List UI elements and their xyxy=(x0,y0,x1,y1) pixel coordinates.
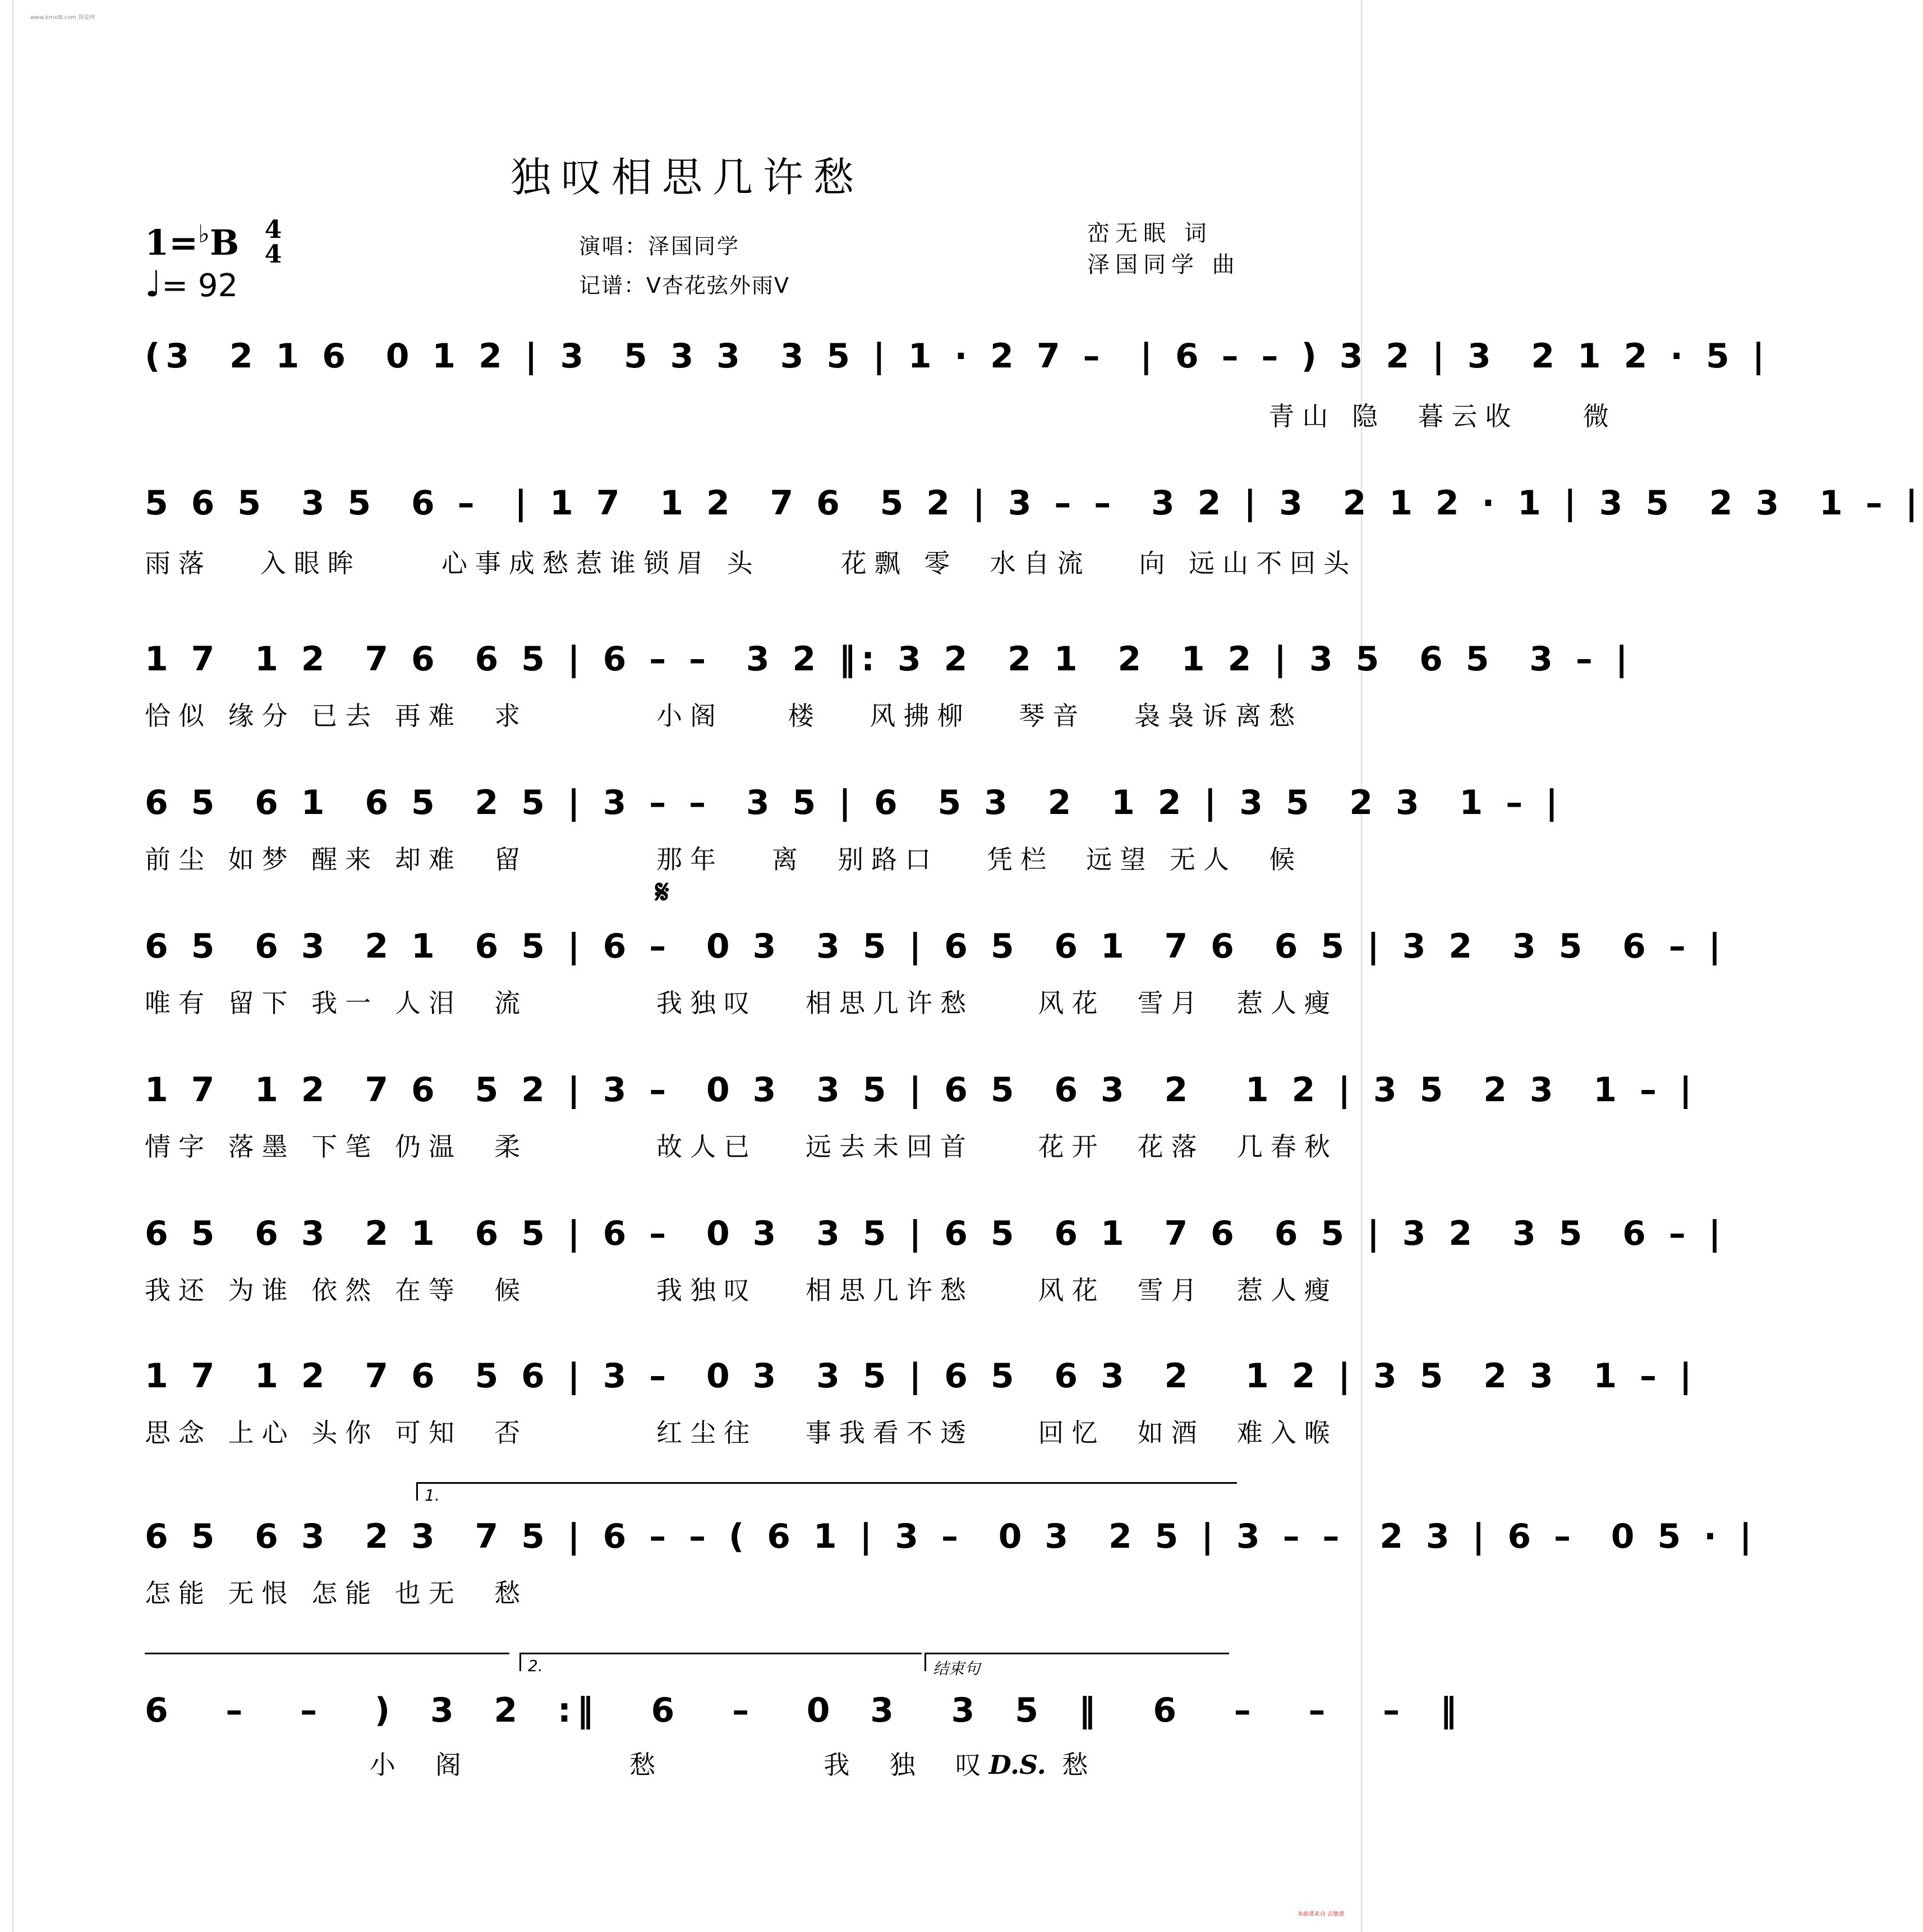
notation-line: 1 7 1 2 7 6 5 2 | 3 – 0 3 3 5 | 6 5 6 3 2 1 2 | 3 5 2 3 1 – | xyxy=(145,1070,1697,1110)
notation-line: 6 5 6 1 6 5 2 5 | 3 – – 3 5 | 6 5 3 2 1 2 | 3 5 2 3 1 – | xyxy=(145,783,1563,822)
lyrics-line: 怎能 无恨 怎能 也无 愁 xyxy=(145,1578,528,1608)
volta-bracket-continue xyxy=(145,1653,509,1671)
notation-line: 6 5 6 3 2 1 6 5 | 6 – 0 3 3 5 | 6 5 6 1 7 6 6 5 | 3 2 3 5 6 – | xyxy=(145,1214,1727,1253)
lyrics-text: 小 阁 愁 我 独 叹 xyxy=(145,1750,989,1780)
volta-1-label: 1. xyxy=(425,1486,440,1505)
transcriber-credit: 记谱：V杏花弦外雨V xyxy=(579,273,790,298)
key-signature xyxy=(145,220,239,263)
key-prefix: 1= xyxy=(145,222,199,263)
flat-icon: ♭ xyxy=(198,220,210,249)
lyrics-line: 我还 为谁 依然 在等 候 我独叹 相思几许愁 风花 雪月 惹人瘦 xyxy=(145,1275,1338,1305)
lyrics-line: 雨落 入眼眸 心事成愁惹谁锁眉 头 花飘 零 水自流 向 远山不回头 xyxy=(145,548,1358,578)
lyrics-line: 恰似 缘分 已去 再难 求 小阁 楼 风拂柳 琴音 袅袅诉离愁 xyxy=(145,701,1303,731)
coda-label: 结束句 xyxy=(933,1659,981,1678)
notation-line: (3 2 1 6 0 1 2 | 3 5 3 3 3 5 | 1 · 2 7 – | 6 – – ) 3 2 | 3 2 1 2 · 5 | xyxy=(145,337,1770,376)
dal-segno-mark: D.S. xyxy=(988,1750,1046,1780)
volta-bracket-2 xyxy=(519,1653,922,1675)
lyrics-line xyxy=(145,1745,1096,1782)
footer-tag: 本曲谱来自 吉他谱 xyxy=(1297,1911,1344,1917)
coda-bracket xyxy=(924,1653,1229,1678)
lyrics-text-end: 愁 xyxy=(1046,1750,1096,1780)
segno-icon: 𝄋 xyxy=(655,873,669,911)
time-top: 4 xyxy=(264,215,282,244)
notation-line: 1 7 1 2 7 6 5 6 | 3 – 0 3 3 5 | 6 5 6 3 2 1 2 | 3 5 2 3 1 – | xyxy=(145,1356,1697,1396)
lyrics-line: 思念 上心 头你 可知 否 红尘往 事我看不透 回忆 如酒 难入喉 xyxy=(145,1418,1338,1448)
singer-credit: 演唱：泽国同学 xyxy=(579,234,740,259)
volta-2-label: 2. xyxy=(528,1657,543,1675)
time-bottom: 4 xyxy=(264,240,282,269)
notation-line: 5 6 5 3 5 6 – | 1 7 1 2 7 6 5 2 | 3 – – 3 2 | 3 2 1 2 · 1 | 3 5 2 3 1 – | xyxy=(145,484,1923,523)
time-signature xyxy=(259,215,287,269)
composer-credit: 泽国同学 曲 xyxy=(1087,252,1240,278)
notation-line: 6 5 6 3 2 1 6 5 | 6 – 0 3 3 5 | 6 5 6 1 7 6 6 5 | 3 2 3 5 6 – | xyxy=(145,927,1727,966)
key-letter: B xyxy=(209,222,240,263)
lyrics-line: 前尘 如梦 醒来 却难 留 那年 离 别路口 凭栏 远望 无人 候 xyxy=(145,844,1303,875)
notation-line: 6 – – ) 3 2 :‖ 6 – 0 3 3 5 ‖ 6 – – – ‖ xyxy=(145,1691,1462,1730)
notation-line: 1 7 1 2 7 6 6 5 | 6 – – 3 2 ‖: 3 2 2 1 2 1 2 | 3 5 6 5 3 – | xyxy=(145,640,1634,679)
page-title: 独叹相思几许愁 xyxy=(510,154,864,201)
lyricist-credit: 峦无眠 词 xyxy=(1087,220,1212,246)
notation-line: 6 5 6 3 2 3 7 5 | 6 – – ( 6 1 | 3 – 0 3 2 5 | 3 – – 2 3 | 6 – 0 5 · | xyxy=(145,1517,1758,1556)
lyrics-line: 唯有 留下 我一 人泪 流 我独叹 相思几许愁 风花 雪月 惹人瘦 xyxy=(145,988,1338,1018)
tempo-marking xyxy=(145,264,238,305)
lyrics-line: 青山 隐 暮云收 微 xyxy=(145,401,1617,431)
site-tag: www.kmxl8.com 我爱网 xyxy=(30,15,95,21)
lyrics-line: 情字 落墨 下笔 仍温 柔 故人已 远去未回首 花开 花落 几春秋 xyxy=(145,1131,1338,1162)
tempo-value: = 92 xyxy=(162,268,238,304)
quarter-note-icon: ♩ xyxy=(145,264,162,305)
volta-bracket-1 xyxy=(416,1482,1237,1505)
